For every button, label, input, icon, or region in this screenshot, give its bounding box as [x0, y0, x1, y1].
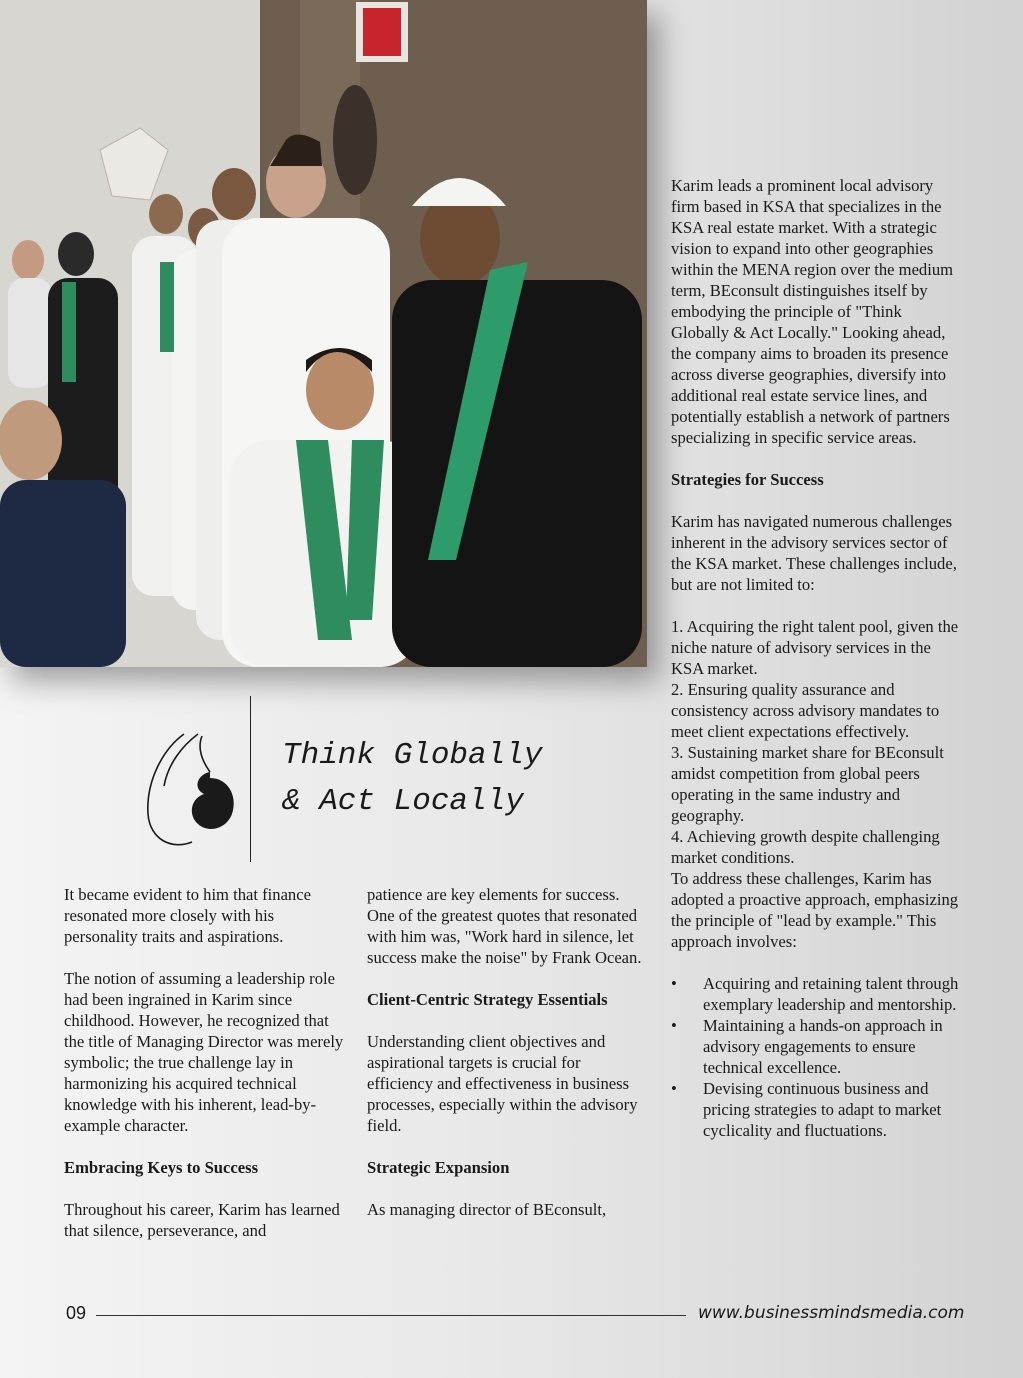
group-photo — [0, 0, 647, 667]
list-item: 2. Ensuring quality assurance and consistency across advisory mandates to meet client expectations effectively. — [671, 680, 940, 741]
section-heading: Client-Centric Strategy Essentials — [367, 990, 608, 1009]
paragraph: To address these challenges, Karim has adopted a proactive approach, emphasizing the principle of "lead by example." This approach involves: — [671, 869, 959, 951]
list-item-text: Acquiring and retaining talent through exemplary leadership and mentorship. — [703, 974, 959, 1014]
challenges-list — [671, 616, 961, 868]
paragraph: As managing director of BEconsult, — [367, 1200, 607, 1219]
paragraph: Understanding client objectives and aspirational targets is crucial for efficiency and effectiveness in business processes, especially within the advisory field. — [367, 1032, 638, 1135]
section-heading: Embracing Keys to Success — [64, 1158, 259, 1177]
footer-divider — [96, 1315, 686, 1316]
list-item: 3. Sustaining market share for BEconsult amidst competition from global peers operating in the same industry and geography. — [671, 743, 944, 825]
paragraph: Throughout his career, Karim has learned that silence, perseverance, and — [64, 1200, 340, 1240]
column-3 — [671, 175, 961, 1141]
column-2 — [367, 884, 649, 1220]
website-url: www.businessmindsmedia.com — [698, 1303, 965, 1323]
paragraph: patience are key elements for success. One of the greatest quotes that resonated with him was, "Work hard in silence, let success make the noise" by Frank Ocean. — [367, 885, 642, 967]
group-photo-icon — [0, 0, 647, 667]
list-item — [671, 1078, 961, 1141]
list-item: 4. Achieving growth despite challenging market conditions. — [671, 827, 940, 867]
bullet-icon: • — [671, 974, 677, 993]
bullet-icon: • — [671, 1079, 677, 1098]
pull-quote-line-2: & Act Locally — [282, 784, 524, 819]
approach-list — [671, 973, 961, 1141]
quote-mark-icon — [140, 728, 240, 850]
list-item-text: Devising continuous business and pricing strategies to adapt to market cyclicality and fluctuations. — [703, 1079, 942, 1140]
paragraph: Karim has navigated numerous challenges inherent in the advisory services sector of the KSA market. These challenges include, but are not limited to: — [671, 512, 957, 594]
paragraph: It became evident to him that finance resonated more closely with his personality traits and aspirations. — [64, 885, 311, 946]
bullet-icon: • — [671, 1016, 677, 1035]
section-heading: Strategies for Success — [671, 470, 824, 489]
list-item — [671, 973, 961, 1015]
paragraph: Karim leads a prominent local advisory firm based in KSA that specializes in the KSA real estate market. With a strategic vision to expand into other geographies within the MENA region over the medium term, BEconsult distinguishes itself by embodying the principle of "Think Globally & Act Locally." Looking ahead, the company aims to broaden its presence across diverse geographies, diversify into additional real estate service lines, and potentially establish a network of partners specializing in specific service areas. — [671, 176, 954, 447]
list-item — [671, 1015, 961, 1078]
column-1 — [64, 884, 349, 1241]
page-number: 09 — [66, 1303, 87, 1323]
section-heading: Strategic Expansion — [367, 1158, 510, 1177]
quote-divider — [250, 696, 251, 862]
list-item-text: Maintaining a hands-on approach in advisory engagements to ensure technical excellence. — [703, 1016, 943, 1077]
pull-quote — [282, 733, 622, 825]
list-item: 1. Acquiring the right talent pool, given the niche nature of advisory services in the KSA market. — [671, 617, 959, 678]
pull-quote-line-1: Think Globally — [282, 738, 543, 773]
paragraph: The notion of assuming a leadership role had been ingrained in Karim since childhood. However, he recognized that the title of Managing Director was merely symbolic; the true challenge lay in harmonizing his acquired technical knowledge with his inherent, lead-by-example character. — [64, 969, 344, 1135]
